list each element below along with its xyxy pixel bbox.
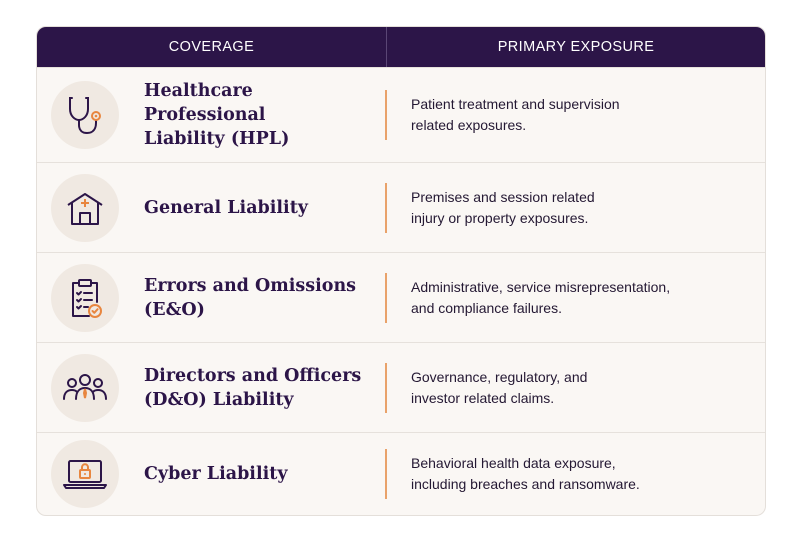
- coverage-title: Cyber Liability: [144, 463, 288, 484]
- laptop-lock-icon: [51, 440, 119, 508]
- building-icon: [51, 174, 119, 242]
- table-row: [37, 67, 765, 162]
- row-divider: [385, 183, 387, 233]
- coverage-table: [36, 26, 766, 516]
- coverage-title: Healthcare Professional Liability (HPL): [144, 81, 290, 149]
- table-row: [37, 252, 765, 342]
- coverage-title: Directors and Officers (D&O) Liability: [144, 365, 362, 410]
- row-divider: [385, 449, 387, 499]
- clipboard-check-icon: [51, 264, 119, 332]
- coverage-title: General Liability: [144, 197, 308, 218]
- people-group-icon: [51, 354, 119, 422]
- table-row: [37, 342, 765, 432]
- row-divider: [385, 363, 387, 413]
- exposure-description: Patient treatment and supervision related exposures.: [411, 96, 620, 133]
- coverage-title: Errors and Omissions (E&O): [144, 275, 357, 320]
- table-row: [37, 162, 765, 252]
- table-row: [37, 432, 765, 514]
- table-header: [37, 27, 765, 67]
- coverage-column-header: COVERAGE: [37, 27, 387, 67]
- exposure-description: Premises and session related injury or property exposures.: [411, 188, 595, 226]
- exposure-description: Behavioral health data exposure, including breaches and ransomware.: [411, 454, 640, 492]
- row-divider: [385, 90, 387, 140]
- stethoscope-icon: [51, 81, 119, 149]
- primary-exposure-column-header: PRIMARY EXPOSURE: [497, 39, 655, 55]
- exposure-description: Governance, regulatory, and investor related claims.: [411, 368, 588, 406]
- exposure-description: Administrative, service misrepresentation, and compliance failures.: [411, 278, 671, 316]
- row-divider: [385, 273, 387, 323]
